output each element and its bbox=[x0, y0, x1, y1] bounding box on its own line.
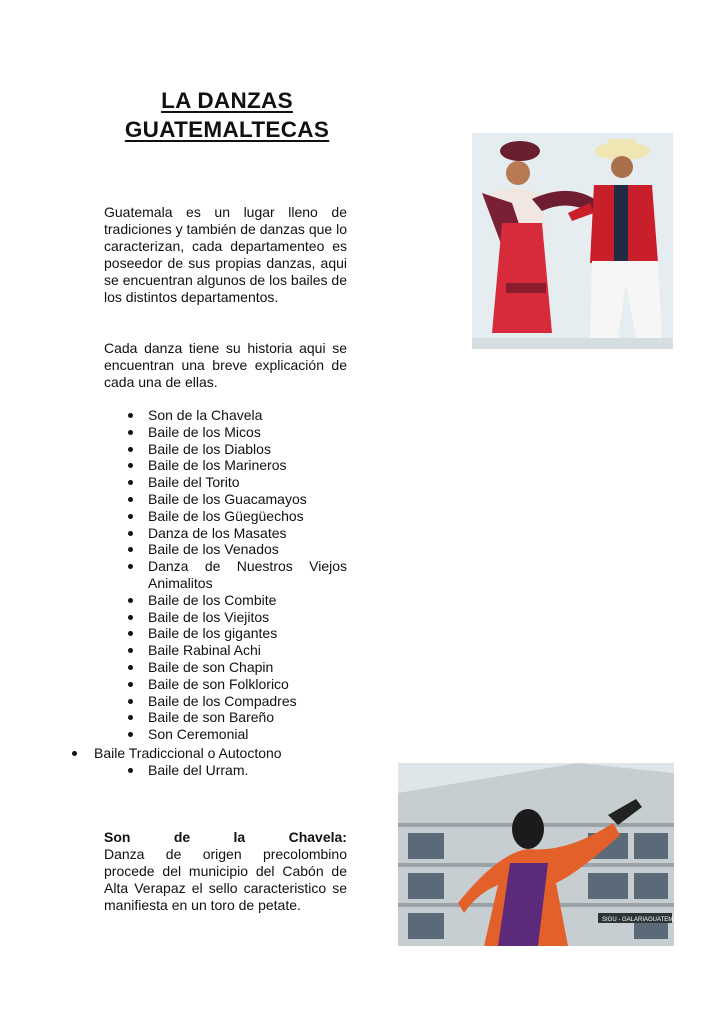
statue-photo bbox=[398, 763, 701, 946]
section-heading-word: de bbox=[173, 829, 191, 845]
statue-caption: SIGU - GALARIAGUATEMALA.COM bbox=[602, 917, 701, 923]
section-heading-word: la bbox=[233, 829, 246, 845]
dance-list-item: Baile de los Venados bbox=[104, 541, 347, 558]
dance-list bbox=[104, 407, 347, 743]
dance-list-item: Baile de los Diablos bbox=[104, 441, 347, 458]
sub-list bbox=[104, 762, 347, 779]
sub-list-item: Baile del Urram. bbox=[104, 762, 347, 779]
page-title bbox=[96, 86, 358, 144]
dance-list-item: Baile de los Guacamayos bbox=[104, 491, 347, 508]
dance-list-item: Son Ceremonial bbox=[104, 726, 347, 743]
dance-list-item: Baile de son Chapin bbox=[104, 659, 347, 676]
section-body: Danza de origen precolombino procede del municipio del Cabón de Alta Verapaz el sello caracteristico se manifiesta en un toro de petate. bbox=[104, 846, 347, 913]
dance-list-item: Baile de los Marineros bbox=[104, 457, 347, 474]
top-level-list-item: Baile Tradiccional o Autoctono bbox=[64, 745, 394, 762]
dance-list-item: Baile de son Folklorico bbox=[104, 676, 347, 693]
dance-list-item: Baile de los Micos bbox=[104, 424, 347, 441]
dance-list-item: Baile de los Combite bbox=[104, 592, 347, 609]
dance-list-item: Baile de los Viejitos bbox=[104, 609, 347, 626]
section-heading-word: Chavela: bbox=[288, 829, 347, 845]
intro-paragraph: Guatemala es un lugar lleno de tradiciones y también de danzas que lo caracterizan, cada departamenteo es poseedor de sus propias danzas, aqui se encuentran algunos de los bailes de los distintos departamentos. bbox=[104, 204, 347, 305]
dance-list-item: Danza de Nuestros Viejos Animalitos bbox=[104, 558, 347, 592]
dance-list-item: Baile del Torito bbox=[104, 474, 347, 491]
title-line-2: GUATEMALTECAS bbox=[124, 117, 330, 142]
dance-list-item: Danza de los Masates bbox=[104, 525, 347, 542]
second-paragraph: Cada danza tiene su historia aqui se encuentran una breve explicación de cada una de ellas. bbox=[104, 340, 347, 390]
dance-list-item: Baile de los Compadres bbox=[104, 693, 347, 710]
title-line-1: LA DANZAS bbox=[161, 88, 293, 113]
dance-list-item: Son de la Chavela bbox=[104, 407, 347, 424]
dancers-photo bbox=[472, 133, 673, 349]
dance-list-item: Baile de los Güegüechos bbox=[104, 508, 347, 525]
section-heading-word: Son bbox=[104, 829, 131, 845]
section-heading bbox=[104, 829, 347, 846]
section-son-de-la-chavela bbox=[104, 829, 347, 914]
dance-list-item: Baile Rabinal Achi bbox=[104, 642, 347, 659]
dance-list-item: Baile de los gigantes bbox=[104, 625, 347, 642]
dance-list-item: Baile de son Bareño bbox=[104, 709, 347, 726]
